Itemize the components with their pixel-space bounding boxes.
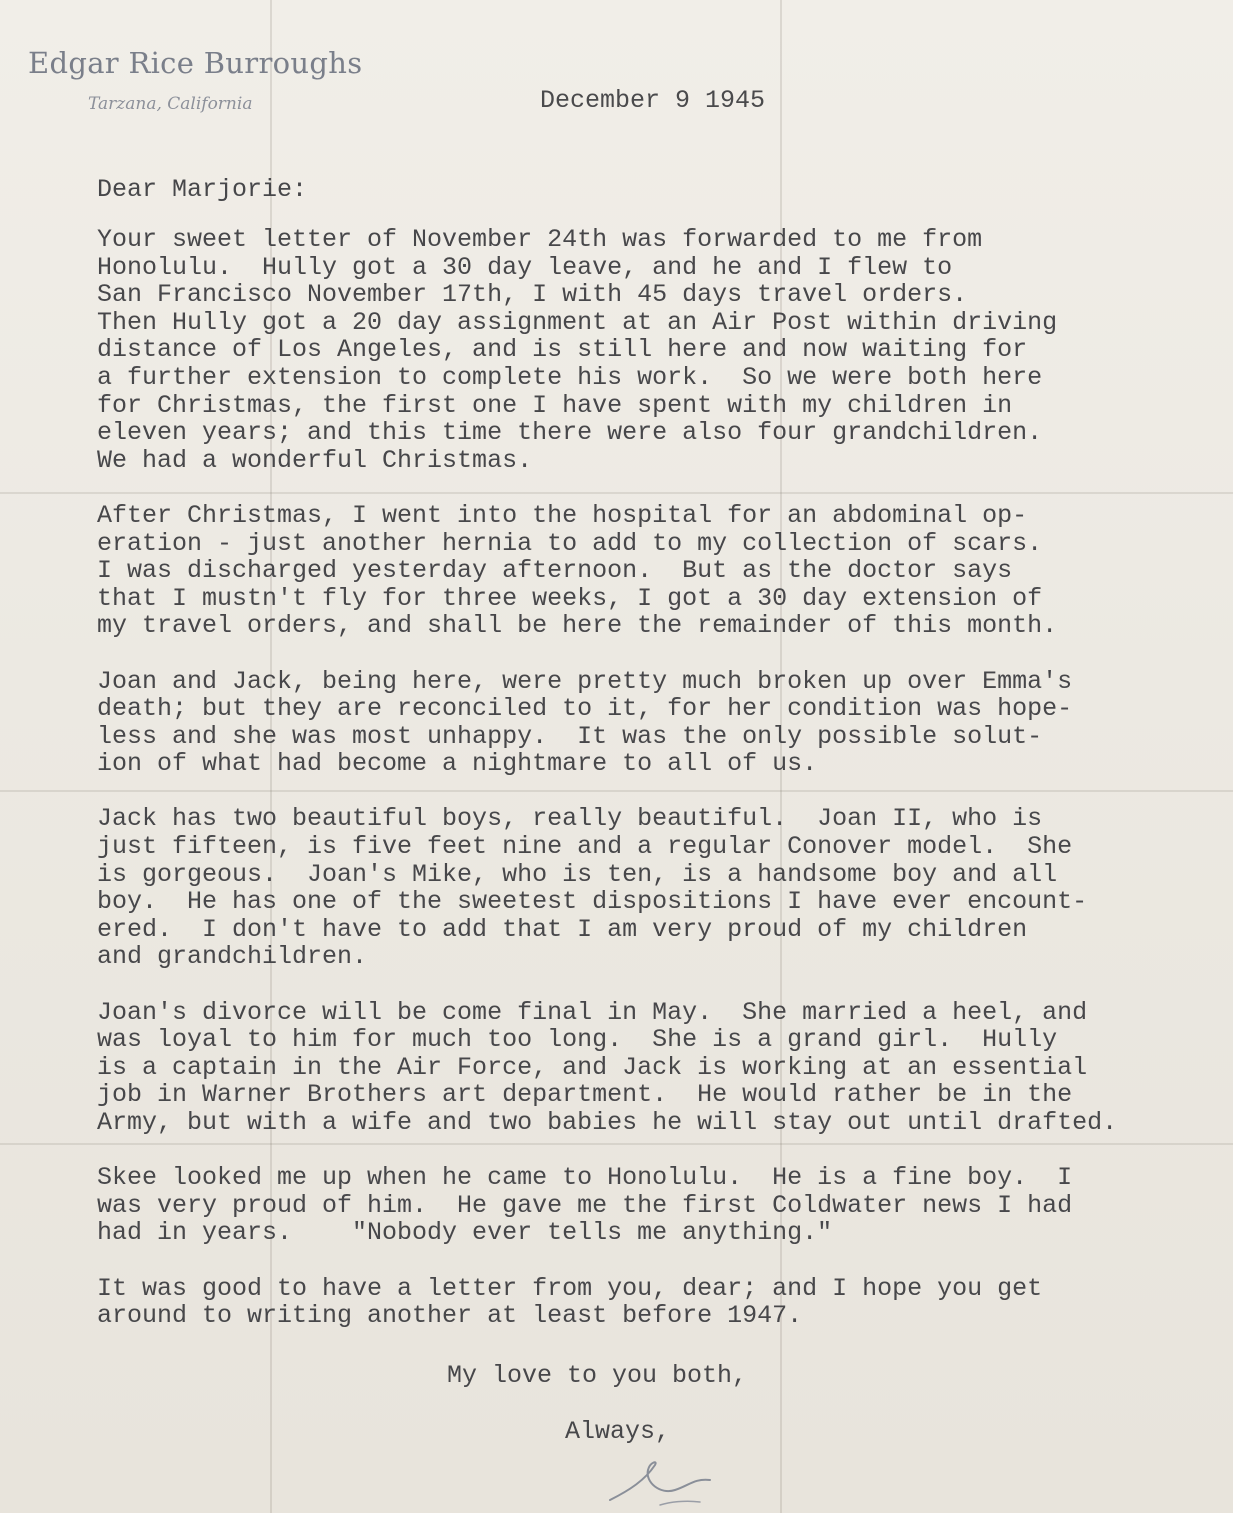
body-line: Honolulu. Hully got a 30 day leave, and he and I flew to bbox=[97, 252, 953, 282]
body-line: eration - just another hernia to add to my collection of scars. bbox=[97, 528, 1043, 558]
letter-date: December 9 1945 bbox=[540, 86, 766, 115]
body-line: less and she was most unhappy. It was the only possible solut- bbox=[97, 721, 1043, 751]
body-line: ion of what had become a nightmare to all of us. bbox=[97, 749, 818, 779]
signoff-line: Always, bbox=[565, 1417, 671, 1446]
letterhead-name: Edgar Rice Burroughs bbox=[28, 46, 363, 80]
closing-line: My love to you both, bbox=[447, 1361, 748, 1390]
body-line bbox=[97, 640, 1117, 668]
body-line: Your sweet letter of November 24th was forwarded to me from bbox=[97, 225, 983, 254]
body-line: boy. He has one of the sweetest dispositions I have ever encount- bbox=[97, 887, 1088, 917]
body-line: I was discharged yesterday afternoon. But as the doctor says bbox=[97, 556, 1013, 586]
body-line: was loyal to him for much too long. She is a grand girl. Hully bbox=[97, 1025, 1058, 1055]
body-line: for Christmas, the first one I have spent with my children in bbox=[97, 390, 1013, 420]
body-line: San Francisco November 17th, I with 45 days travel orders. bbox=[97, 280, 968, 310]
body-line: Jack has two beautiful boys, really beautiful. Joan II, who is bbox=[97, 804, 1043, 834]
body-line: is gorgeous. Joan's Mike, who is ten, is a handsome boy and all bbox=[97, 859, 1058, 889]
body-line bbox=[97, 1247, 1117, 1275]
body-line: distance of Los Angeles, and is still here and now waiting for bbox=[97, 335, 1028, 365]
body-line: death; but they are reconciled to it, for her condition was hope- bbox=[97, 694, 1073, 724]
body-line: is a captain in the Air Force, and Jack is working at an essential bbox=[97, 1052, 1088, 1082]
body-line: had in years. "Nobody ever tells me anything." bbox=[97, 1218, 833, 1248]
body-line: was very proud of him. He gave me the first Coldwater news I had bbox=[97, 1190, 1073, 1220]
letter-body bbox=[97, 226, 1117, 1330]
body-line bbox=[97, 1137, 1117, 1165]
body-line: that I mustn't fly for three weeks, I got a 30 day extension of bbox=[97, 583, 1043, 613]
salutation: Dear Marjorie: bbox=[97, 175, 308, 204]
body-line: my travel orders, and shall be here the remainder of this month. bbox=[97, 611, 1058, 641]
body-line bbox=[97, 971, 1117, 999]
letterhead-place: Tarzana, California bbox=[88, 94, 253, 114]
signature-mark bbox=[600, 1450, 730, 1510]
body-line: Then Hully got a 20 day assignment at an Air Post within driving bbox=[97, 307, 1058, 337]
body-line: We had a wonderful Christmas. bbox=[97, 445, 533, 475]
body-line: around to writing another at least before 1947. bbox=[97, 1301, 803, 1331]
body-line: ered. I don't have to add that I am very proud of my children bbox=[97, 914, 1028, 944]
body-line: eleven years; and this time there were also four grandchildren. bbox=[97, 418, 1043, 448]
body-line: Army, but with a wife and two babies he will stay out until drafted. bbox=[97, 1108, 1118, 1137]
body-line: Joan and Jack, being here, were pretty much broken up over Emma's bbox=[97, 666, 1073, 696]
body-line: a further extension to complete his work. So we were both here bbox=[97, 362, 1043, 392]
body-line: just fifteen, is five feet nine and a regular Conover model. She bbox=[97, 832, 1073, 862]
body-line: It was good to have a letter from you, dear; and I hope you get bbox=[97, 1273, 1043, 1303]
body-line: Joan's divorce will be come final in May. She married a heel, and bbox=[97, 997, 1088, 1027]
body-line bbox=[97, 474, 1117, 502]
body-line: and grandchildren. bbox=[97, 942, 368, 972]
body-line: job in Warner Brothers art department. He would rather be in the bbox=[97, 1080, 1073, 1110]
body-line: Skee looked me up when he came to Honolulu. He is a fine boy. I bbox=[97, 1163, 1073, 1193]
body-line: After Christmas, I went into the hospital for an abdominal op- bbox=[97, 500, 1028, 530]
body-line bbox=[97, 778, 1117, 806]
